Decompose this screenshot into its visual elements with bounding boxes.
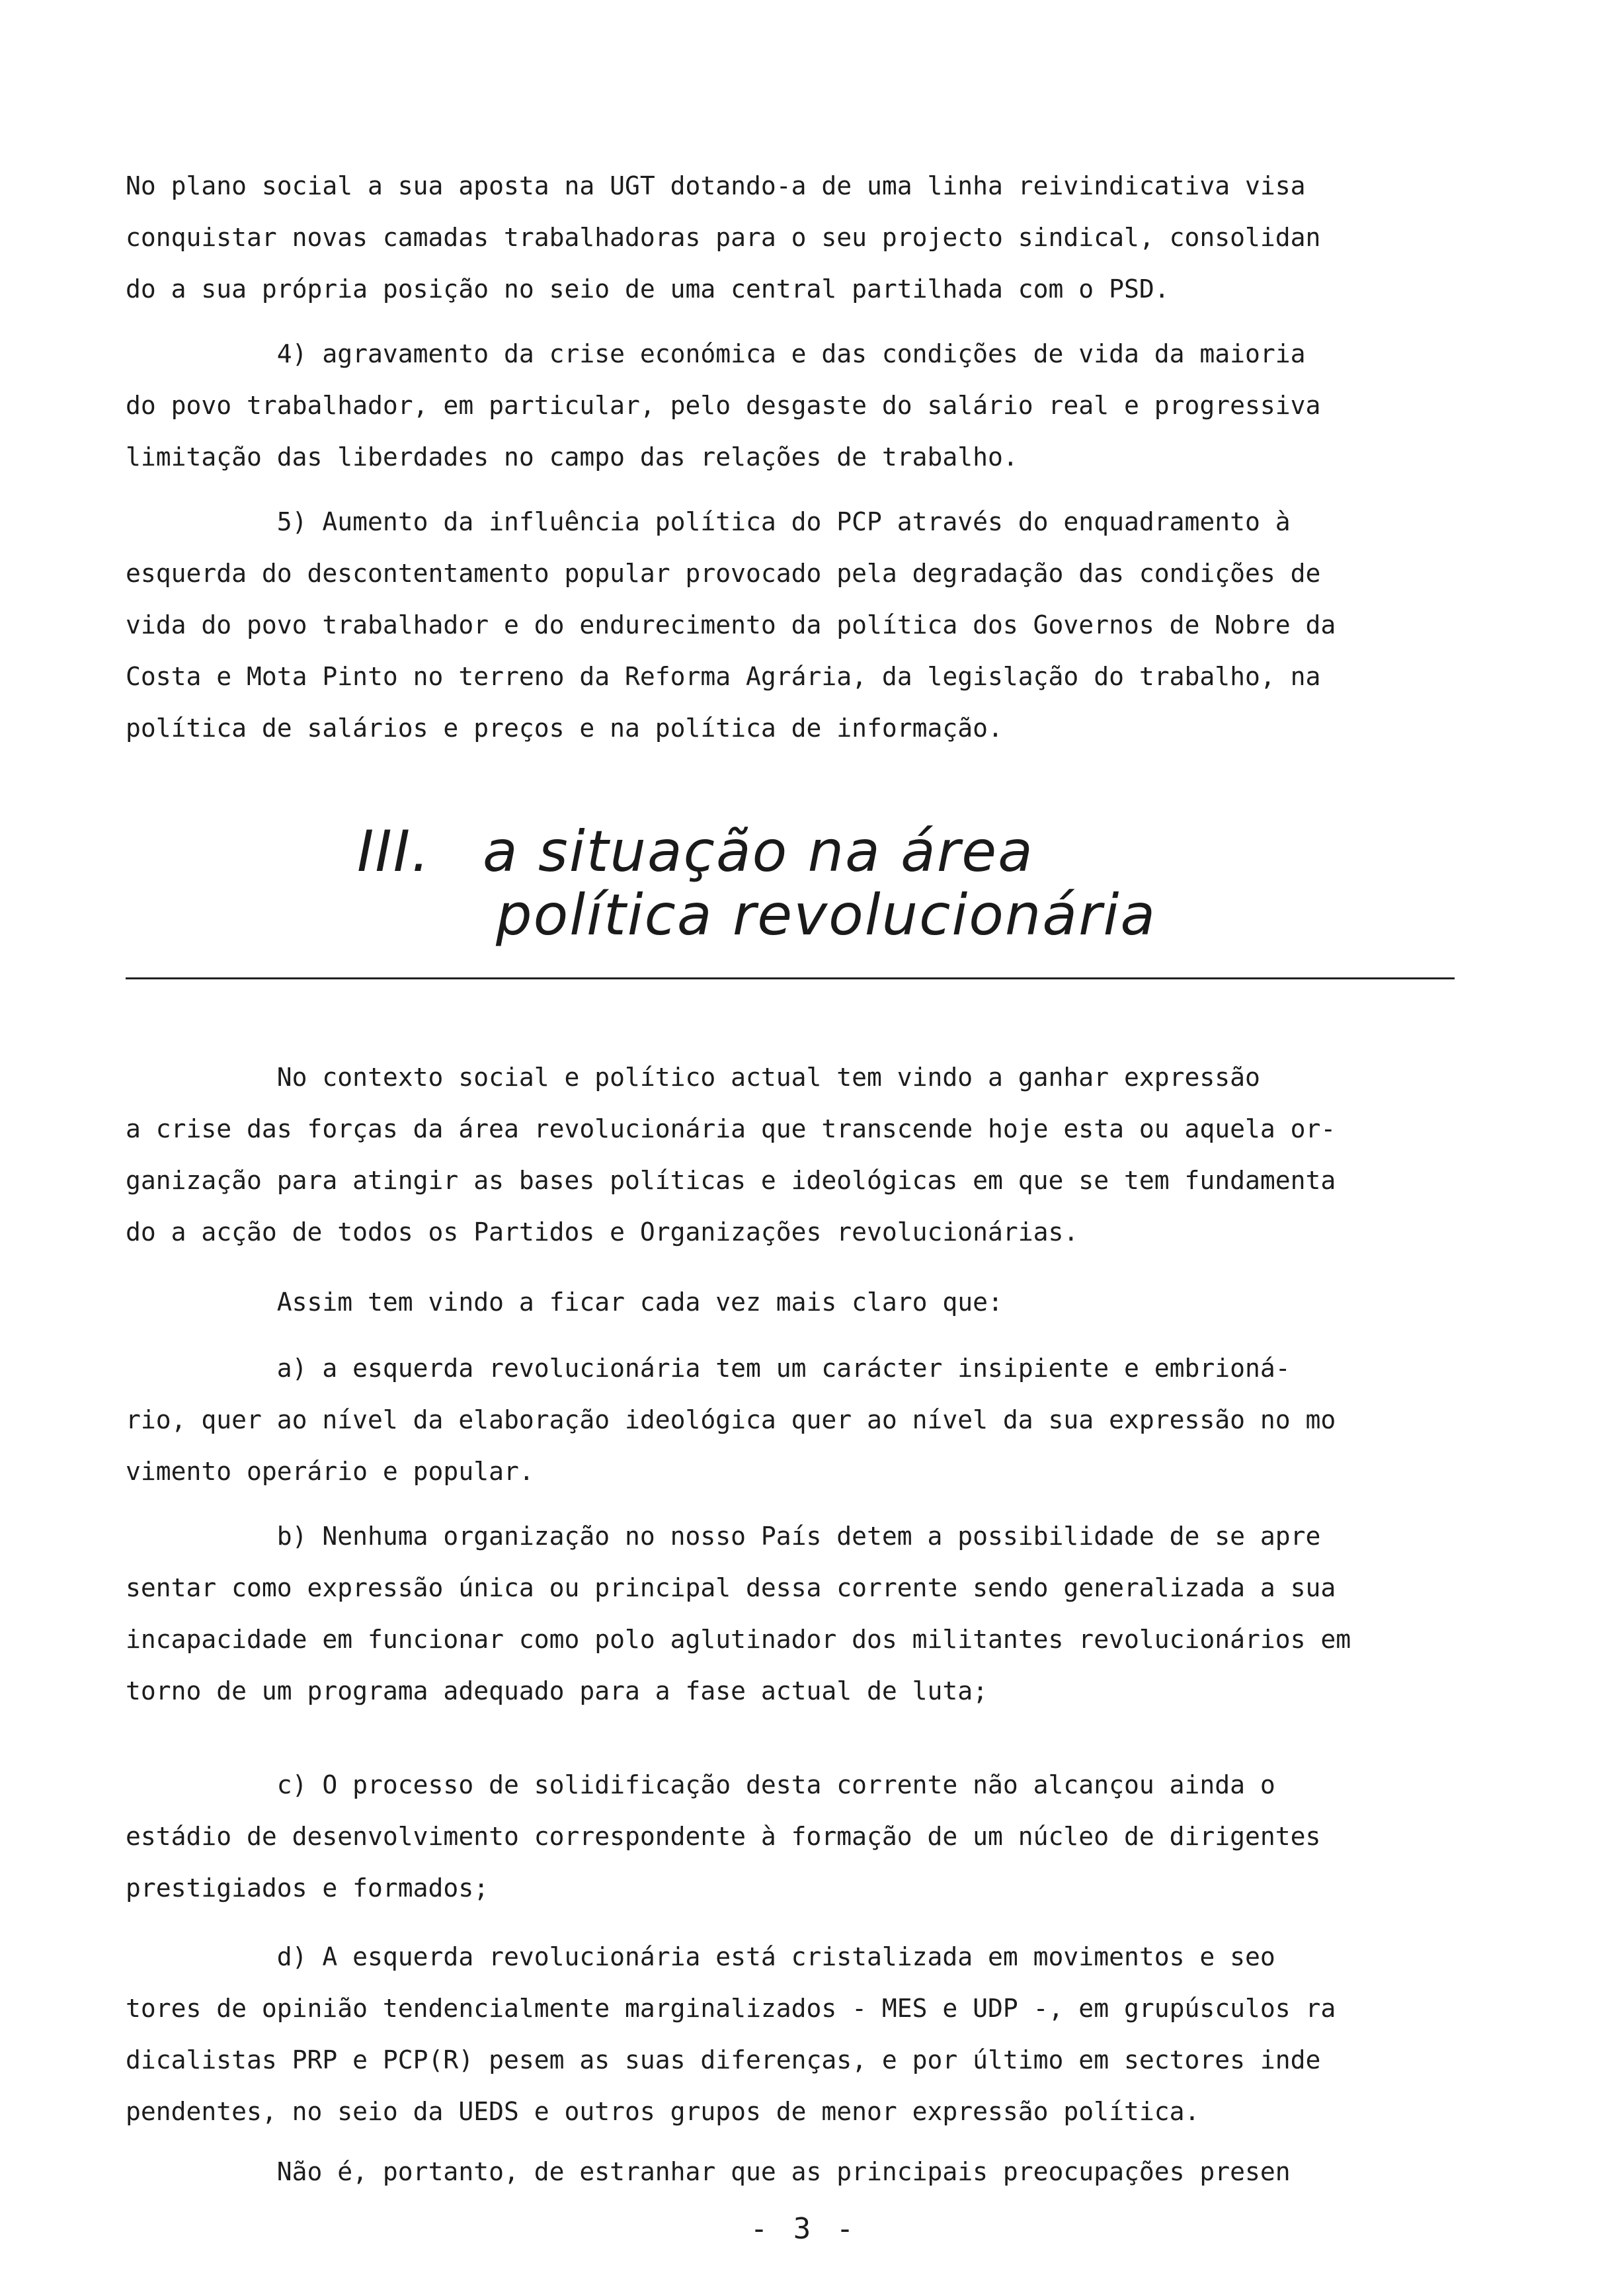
text-line: No contexto social e político actual tem vindo a ganhar expressão [126,1063,1260,1092]
para-item-4 [126,328,1474,483]
text-line: esquerda do descontentamento popular provocado pela degradação das condições de [126,559,1321,588]
text-line: estádio de desenvolvimento correspondente à formação de um núcleo de dirigentes [126,1822,1321,1851]
para-assim [126,1276,1474,1328]
text-line: c) O processo de solidificação desta corrente não alcançou ainda o [126,1770,1275,1799]
text-line: do a sua própria posição no seio de uma central partilhada com o PSD. [126,274,1170,304]
text-line: rio, quer ao nível da elaboração ideológica quer ao nível da sua expressão no mo [126,1405,1336,1434]
heading-divider [126,977,1455,979]
section-number: III. [357,819,431,885]
text-line: 5) Aumento da influência política do PCP através do enquadramento à [126,507,1291,536]
text-line: dicalistas PRP e PCP(R) pesem as suas diferenças, e por último em sectores inde [126,2045,1321,2074]
text-line: limitação das liberdades no campo das relações de trabalho. [126,442,1018,472]
text-line: pendentes, no seio da UEDS e outros grupos de menor expressão política. [126,2097,1200,2126]
text-line: Não é, portanto, de estranhar que as principais preocupações presen [126,2157,1291,2186]
para-item-5 [126,496,1474,754]
text-line: do a acção de todos os Partidos e Organizações revolucionárias. [126,1217,1079,1247]
text-line: b) Nenhuma organização no nosso País detem a possibilidade de se apre [126,1522,1321,1551]
text-line: a) a esquerda revolucionária tem um carácter insipiente e embrioná- [126,1354,1291,1383]
text-line: vimento operário e popular. [126,1457,534,1486]
page-number: - 3 - [750,2212,858,2246]
para-nao-e [126,2146,1474,2197]
section-heading [357,820,1415,947]
text-line: política de salários e preços e na política de informação. [126,714,1003,743]
para-item-b [126,1510,1474,1717]
para-item-a [126,1342,1474,1497]
text-line: vida do povo trabalhador e do endurecimento da política dos Governos de Nobre da [126,610,1336,639]
para-item-d [126,1931,1474,2137]
text-line: conquistar novas camadas trabalhadoras para o seu projecto sindical, consolidan [126,223,1321,252]
text-line: Costa e Mota Pinto no terreno da Reforma Agrária, da legislação do trabalho, na [126,662,1321,691]
section-title-line-1: a situação na área [483,819,1034,885]
para-ugt [126,160,1474,315]
text-line: a crise das forças da área revolucionária que transcende hoje esta ou aquela or- [126,1114,1336,1143]
text-line: prestigiados e formados; [126,1873,489,1903]
text-line: tores de opinião tendencialmente marginalizados - MES e UDP -, em grupúsculos ra [126,1994,1336,2023]
para-item-c [126,1759,1474,1914]
text-line: torno de um programa adequado para a fase actual de luta; [126,1676,988,1705]
text-line: incapacidade em funcionar como polo aglutinador dos militantes revolucionários em [126,1625,1351,1654]
section-title-line-2: política revolucionária [496,882,1157,948]
text-line: Assim tem vindo a ficar cada vez mais claro que: [126,1288,1003,1317]
text-line: 4) agravamento da crise económica e das condições de vida da maioria [126,339,1306,368]
text-line: sentar como expressão única ou principal dessa corrente sendo generalizada a sua [126,1573,1336,1602]
text-line: No plano social a sua aposta na UGT dotando-a de uma linha reivindicativa visa [126,171,1306,200]
text-line: d) A esquerda revolucionária está cristalizada em movimentos e seo [126,1942,1275,1971]
para-contexto [126,1051,1474,1258]
text-line: do povo trabalhador, em particular, pelo desgaste do salário real e progressiva [126,391,1321,420]
text-line: ganização para atingir as bases políticas e ideológicas em que se tem fundamenta [126,1166,1336,1195]
